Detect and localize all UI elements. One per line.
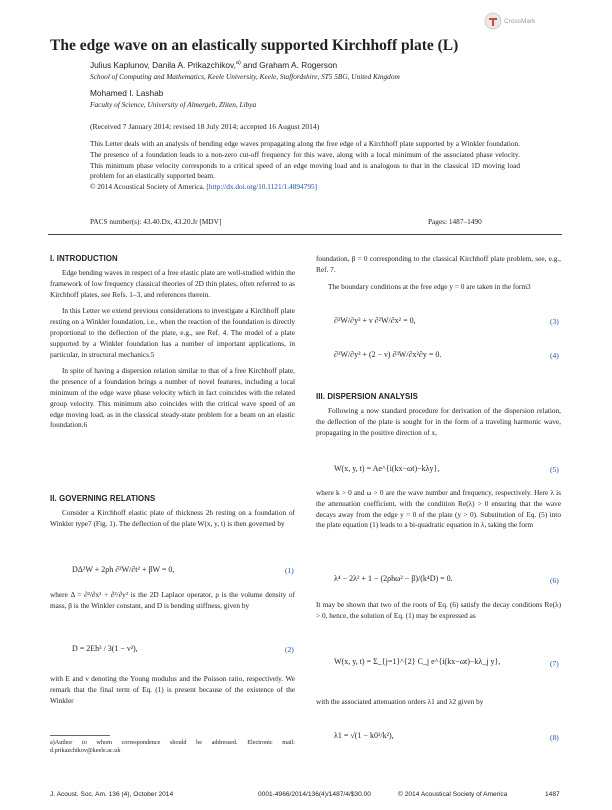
section-heading-governing: II. GOVERNING RELATIONS bbox=[50, 494, 156, 503]
paragraph: where Δ = ∂²/∂x² + ∂²/∂y² is the 2D Laplace operator, ρ is the volume density of mass, β is the Winkler constant, and D is bending stiffness, given by bbox=[50, 590, 295, 610]
doi-link[interactable]: [http://dx.doi.org/10.1121/1.4894795] bbox=[206, 182, 318, 192]
equation-2: D = 2Eh³ / 3(1 − ν²), bbox=[72, 644, 138, 653]
right-column-attenuation bbox=[316, 697, 561, 714]
paragraph: It may be shown that two of the roots of Eq. (6) satisfy the decay conditions Re(λ) > 0, hence, the solution of Eq. (1) may be expressed as bbox=[316, 600, 561, 620]
left-column-laplace bbox=[50, 590, 295, 618]
footer-journal: J. Acoust. Soc. Am. 136 (4), October 2014 bbox=[50, 791, 174, 798]
paragraph: Following a now standard procedure for derivation of the dispersion relation, the deflection of the plate is sought for in the form of a traveling harmonic wave, propagating in the positive direction of x, bbox=[316, 406, 561, 437]
abstract: This Letter deals with an analysis of bending edge waves propagating along the free edge of a Kirchhoff plate supported by a Winkler foundation. The presence of a foundation leads to a non-zero cut-off frequency for this wave, along with a local minimum of the associated phase velocity. This minimum phase velocity corresponds to a critical speed of an edge moving load and is analogous to that in the classical 1D moving load problem for an elastically supported beam. © 2014 Acoustical Society of America. [http://dx.doi.org/10.1121/1.4894795] bbox=[90, 139, 520, 192]
right-column-top bbox=[316, 254, 561, 298]
paragraph: foundation, β = 0 corresponding to the classical Kirchhoff plate problem, see, e.g., Ref. 7. bbox=[316, 254, 561, 274]
footnote-rule bbox=[50, 735, 110, 736]
left-column-intro bbox=[50, 268, 295, 437]
paragraph: In this Letter we extend previous considerations to investigate a Kirchhoff plate resting on a Winkler foundation, i.e., when the reaction of the foundation is directly proportional to the deflection of the plate, e.g., see Ref. 4. The model of a plate supported by a Winkler foundation has a number of important applications, in particular, in structural mechanics.5 bbox=[50, 306, 295, 359]
svg-text:CrossMark: CrossMark bbox=[504, 18, 536, 25]
equation-number-2: (2) bbox=[285, 645, 294, 654]
section-heading-introduction: I. INTRODUCTION bbox=[50, 254, 118, 263]
equation-number-5: (5) bbox=[550, 465, 559, 474]
equation-3: ∂²W/∂y² + ν ∂²W/∂x² = 0, bbox=[334, 316, 416, 325]
page-number: 1487 bbox=[545, 791, 560, 798]
paragraph: where k > 0 and ω > 0 are the wave number and frequency, respectively. Here λ is the attenuation coefficient, with the condition Re(λ) > 0 ensuring that the wave decays away from the edge y = 0 of the plate (y > 0). Substitution of Eq. (5) into the plate equation (1) leads to a bi-quadratic equation in λ, taking the form bbox=[316, 488, 561, 530]
pacs-numbers: PACS number(s): 43.40.Dx, 43.20.Jr [MDV] bbox=[90, 217, 222, 226]
equation-number-1: (1) bbox=[285, 566, 294, 575]
author-line-2: Mohamed I. Lashab bbox=[90, 88, 164, 98]
left-column-young bbox=[50, 674, 295, 712]
right-column-wavenumber bbox=[316, 488, 561, 537]
equation-number-4: (4) bbox=[550, 351, 559, 360]
left-column-governing bbox=[50, 508, 295, 536]
section-heading-dispersion: III. DISPERSION ANALYSIS bbox=[316, 392, 418, 401]
author-line-1: Julius Kaplunov, Danila A. Prikazchikov,$^{a)}$ and Graham A. Rogerson bbox=[90, 60, 338, 70]
equation-7: W(x, y, t) = Σ_{j=1}^{2} C_j e^{i(kx−ωt)−kλ_j y}, bbox=[334, 657, 501, 666]
equation-5: W(x, y, t) = Ae^{i(kx−ωt)−kλy}, bbox=[334, 464, 440, 473]
paragraph: Consider a Kirchhoff elastic plate of thickness 2h resting on a foundation of Winkler type7 (Fig. 1). The deflection of the plate W(x, y, t) is then governed by bbox=[50, 508, 295, 528]
paragraph: Edge bending waves in respect of a free elastic plate are well-studied within the framework of low frequency classical theories of 2D thin plates, often referred to as Kirchhoff plates, see Refs. 1–3, and references therein. bbox=[50, 268, 295, 299]
equation-number-8: (8) bbox=[550, 733, 559, 742]
equation-4: ∂³W/∂y³ + (2 − ν) ∂³W/∂x²∂y = 0. bbox=[334, 350, 442, 359]
crossmark-icon bbox=[484, 11, 554, 31]
equation-number-7: (7) bbox=[550, 659, 559, 668]
equation-8: λ1 = √(1 − k0²/k²), bbox=[334, 731, 394, 740]
equation-number-3: (3) bbox=[550, 317, 559, 326]
footer-copyright: © 2014 Acoustical Society of America bbox=[398, 791, 508, 798]
affiliation-1: School of Computing and Mathematics, Keele University, Keele, Staffordshire, ST5 5BG, United Kingdom bbox=[90, 72, 400, 81]
equation-1: DΔ²W + 2ρh ∂²W/∂t² + βW = 0, bbox=[72, 565, 175, 574]
equation-number-6: (6) bbox=[550, 576, 559, 585]
page-range: Pages: 1487–1490 bbox=[428, 217, 482, 226]
affiliation-2: Faculty of Science, University of Almergeb, Zliten, Libya bbox=[90, 100, 257, 109]
right-column-roots bbox=[316, 600, 561, 628]
paragraph: In spite of having a dispersion relation similar to that of a free Kirchhoff plate, the presence of a foundation brings a number of novel features, including a local minimum of the edge wave phase velocity which in fact coincides with the related group velocity. This minimum also coincides with the critical wave speed of an edge moving load, as in the classical steady-state problem for a beam on an elastic foundation.6 bbox=[50, 366, 295, 430]
paper-title: The edge wave on an elastically supported Kirchhoff plate (L) bbox=[50, 37, 459, 54]
crossmark-badge[interactable] bbox=[484, 11, 554, 31]
right-column-dispersion bbox=[316, 406, 561, 444]
header-divider bbox=[48, 234, 562, 235]
paragraph: The boundary conditions at the free edge y = 0 are taken in the form3 bbox=[328, 281, 531, 291]
footer-code: 0001-4966/2014/136(4)/1487/4/$30.00 bbox=[258, 791, 371, 798]
footnote: a)Author to whom correspondence should be addressed. Electronic mail: d.prikazchikov@keele.ac.uk bbox=[50, 739, 295, 754]
paragraph: with E and ν denoting the Young modulus and the Poisson ratio, respectively. We remark that the final term of Eq. (1) is present because of the existence of the Winkler bbox=[50, 674, 295, 705]
paragraph: with the associated attenuation orders λ1 and λ2 given by bbox=[316, 697, 484, 706]
equation-6: λ⁴ − 2λ² + 1 − (2ρhω² − β)/(k⁴D) = 0. bbox=[334, 574, 453, 583]
received-dates: (Received 7 January 2014; revised 18 July 2014; accepted 16 August 2014) bbox=[90, 122, 320, 131]
